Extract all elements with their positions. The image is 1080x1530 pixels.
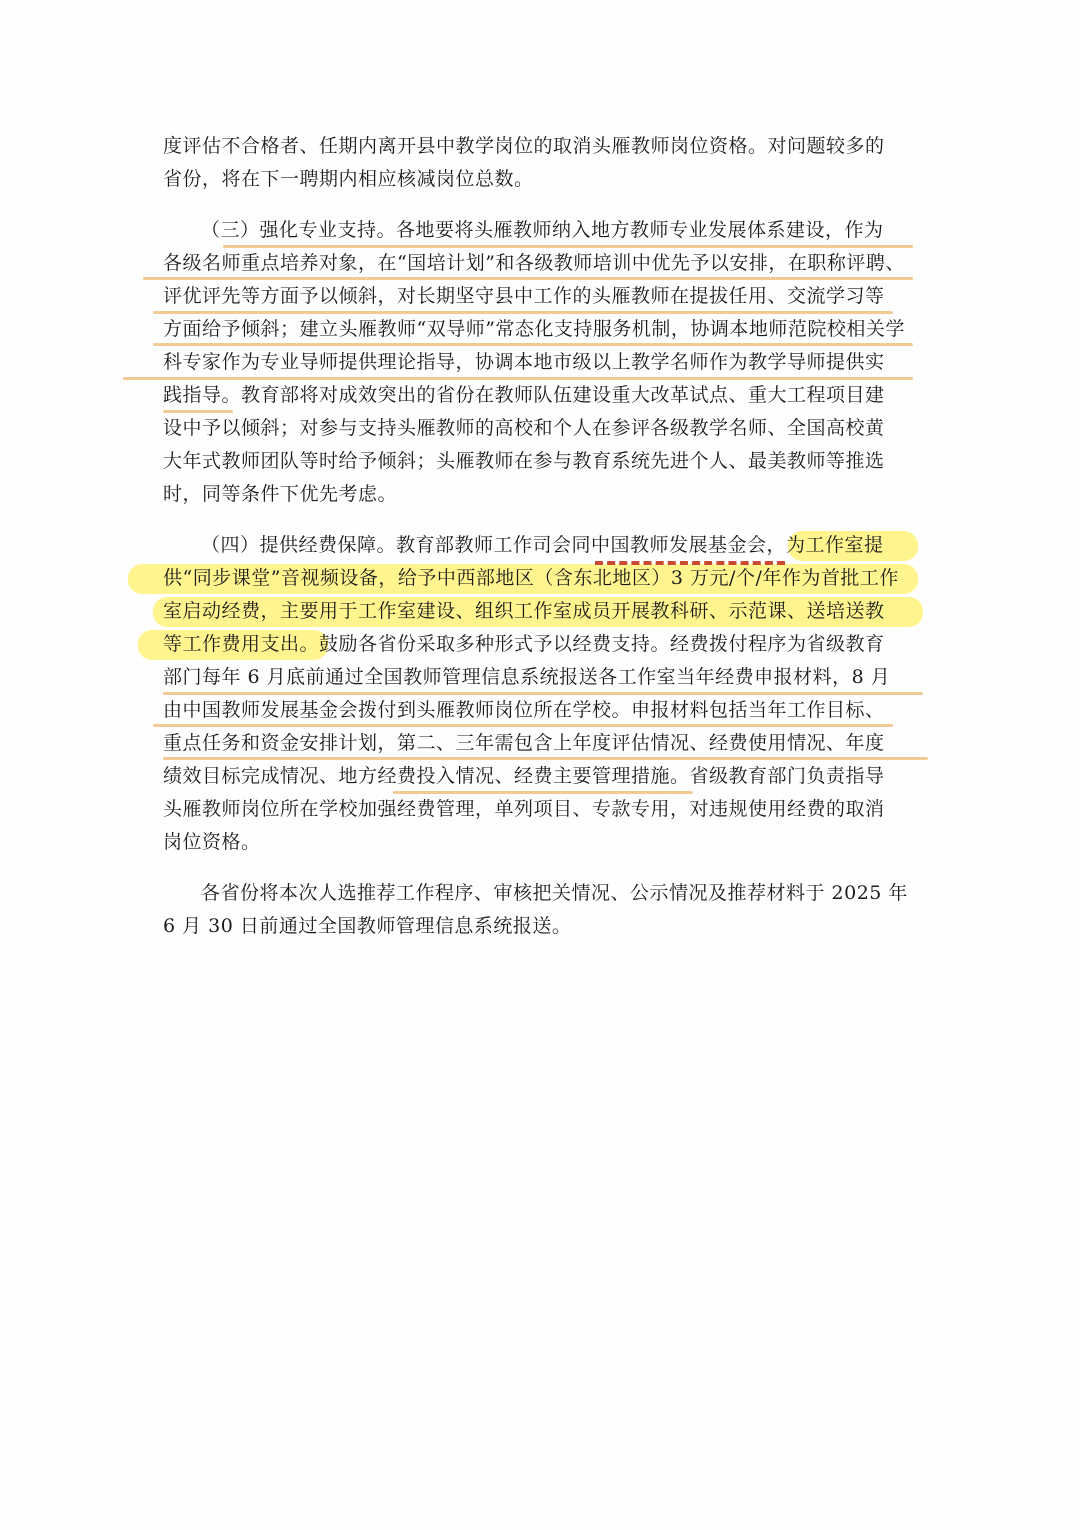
- paragraph-funding-guarantee: [163, 529, 915, 859]
- text-line: 度评估不合格者、任期内离开县中教学岗位的取消头雁教师岗位资格。对问题较多的: [163, 135, 885, 157]
- underline-mark: [153, 311, 893, 314]
- text-line: 绩效目标完成情况、地方经费投入情况、经费主要管理措施。省级教育部门负责指导: [163, 760, 915, 793]
- text-line: 岗位资格。: [163, 831, 261, 853]
- underline-mark: [163, 692, 923, 695]
- underline-mark: [223, 245, 913, 248]
- document-body: [163, 130, 915, 961]
- text-line: 设中予以倾斜；对参与支持头雁教师的高校和个人在参评各级教学名师、全国高校黄: [163, 417, 885, 439]
- text-line: 各省份将本次人选推荐工作程序、审核把关情况、公示情况及推荐材料于 2025 年: [201, 882, 908, 904]
- text-line: 重点任务和资金安排计划，第二、三年需包含上年度评估情况、经费使用情况、年度: [163, 727, 915, 760]
- text-line: 科专家作为专业导师提供理论指导，协调本地市级以上教学名师作为教学导师提供实: [163, 346, 915, 379]
- paragraph-professional-support: [163, 214, 915, 511]
- text-line: 供“同步课堂”音视频设备，给予中西部地区（含东北地区）3 万元/个/年作为首批工作: [163, 562, 915, 595]
- text-line: 6 月 30 日前通过全国教师管理信息系统报送。: [163, 915, 572, 937]
- text-line: （四）提供经费保障。教育部教师工作司会同中国教师发展基金会，为工作室提: [163, 529, 915, 562]
- text-line: 由中国教师发展基金会拨付到头雁教师岗位所在学校。申报材料包括当年工作目标、: [163, 694, 915, 727]
- paragraph-continuation: [163, 130, 915, 196]
- text-line: 室启动经费，主要用于工作室建设、组织工作室成员开展教科研、示范课、送培送教: [163, 595, 915, 628]
- text-line: 践指导。教育部将对成效突出的省份在教师队伍建设重大改革试点、重大工程项目建: [163, 379, 915, 412]
- underline-mark: [123, 377, 913, 380]
- text-line: 时，同等条件下优先考虑。: [163, 483, 398, 505]
- underline-mark: [143, 277, 913, 280]
- underline-mark: [163, 410, 233, 413]
- dashed-mark: [595, 561, 785, 565]
- underline-mark: [153, 343, 913, 346]
- text-line: 方面给予倾斜；建立头雁教师“双导师”常态化支持服务机制，协调本地师范院校相关学: [163, 313, 915, 346]
- text-line: 各级名师重点培养对象，在“国培计划”和各级教师培训中优先予以安排，在职称评聘、: [163, 247, 915, 280]
- paragraph-submission: [163, 877, 915, 943]
- underline-mark: [393, 791, 693, 794]
- text-line: 评优评先等方面予以倾斜，对长期坚守县中工作的头雁教师在提拔任用、交流学习等: [163, 280, 915, 313]
- underline-mark: [153, 724, 893, 727]
- text-line: 等工作费用支出。鼓励各省份采取多种形式予以经费支持。经费拨付程序为省级教育: [163, 628, 915, 661]
- text-line: 部门每年 6 月底前通过全国教师管理信息系统报送各工作室当年经费申报材料，8 月: [163, 661, 915, 694]
- text-line: （三）强化专业支持。各地要将头雁教师纳入地方教师专业发展体系建设，作为: [163, 214, 915, 247]
- text-line: 大年式教师团队等时给予倾斜；头雁教师在参与教育系统先进个人、最美教师等推选: [163, 450, 885, 472]
- text-line: 头雁教师岗位所在学校加强经费管理，单列项目、专款专用，对违规使用经费的取消: [163, 798, 885, 820]
- underline-mark: [163, 757, 928, 760]
- text-line: 省份，将在下一聘期内相应核减岗位总数。: [163, 168, 534, 190]
